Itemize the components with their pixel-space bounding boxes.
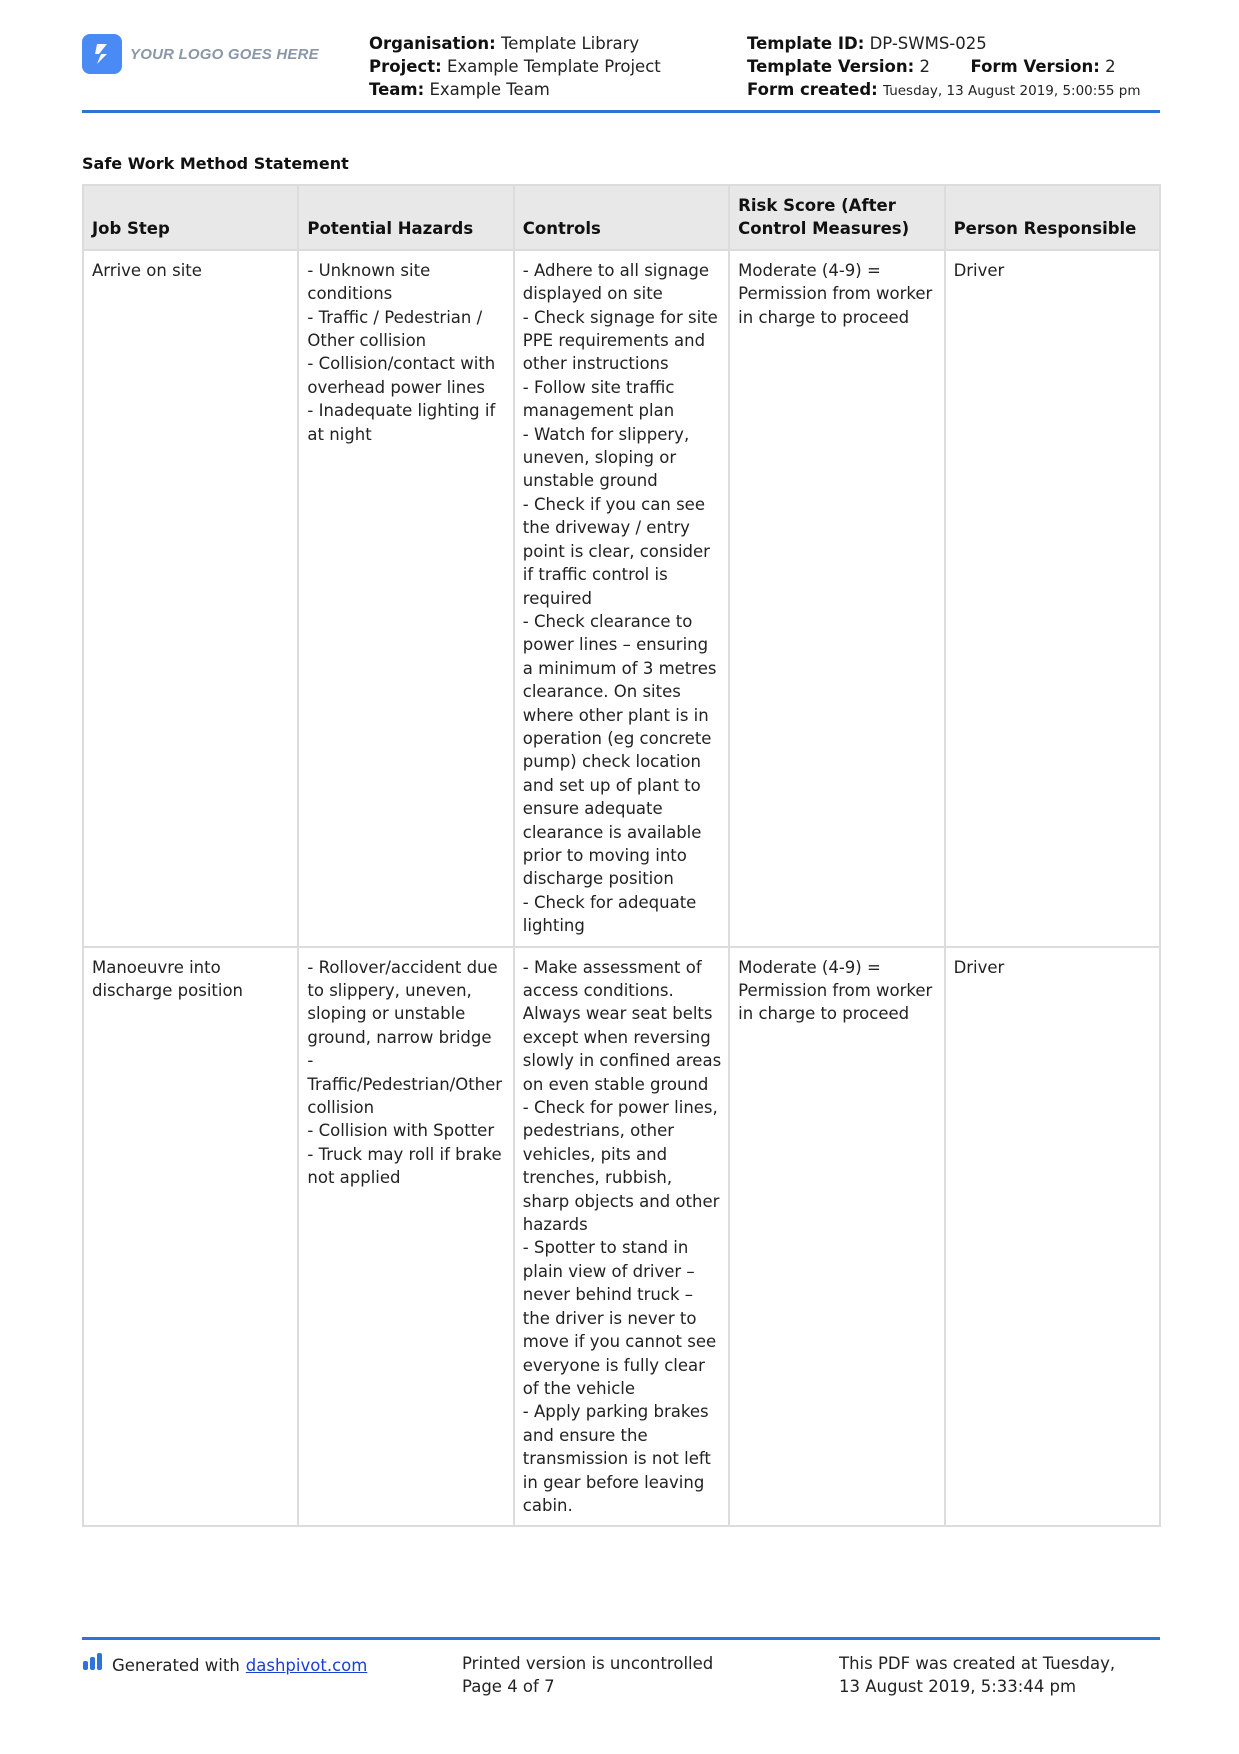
logo-text: YOUR LOGO GOES HERE: [130, 45, 319, 63]
version-line: [747, 55, 1167, 78]
header-divider: [82, 110, 1160, 113]
section-title: Safe Work Method Statement: [82, 154, 349, 173]
hazard-item: - Inadequate lighting if at night: [307, 401, 496, 444]
organisation-line: [369, 32, 709, 55]
person-responsible-cell: Driver: [945, 250, 1160, 947]
risk-score-cell: Moderate (4-9) = Permission from worker in charge to proceed: [729, 947, 944, 1527]
swms-table: [82, 184, 1161, 1527]
risk-score-cell: Moderate (4-9) = Permission from worker in charge to proceed: [729, 250, 944, 947]
form-created-line: [747, 78, 1167, 103]
template-version-value: 2: [919, 57, 930, 76]
control-item: - Spotter to stand in plain view of driver – never behind truck – the driver is never to move if you cannot see everyone is fully clear of the vehicle: [522, 1238, 717, 1398]
hazard-item: - Truck may roll if brake not applied: [307, 1144, 502, 1188]
control-item: - Watch for slippery, uneven, sloping or unstable ground: [522, 424, 690, 491]
header-project-info: [369, 32, 709, 101]
template-version-label: Template Version:: [747, 57, 915, 76]
hazard-item: - Rollover/accident due to slippery, uneven, sloping or unstable ground, narrow bridge: [307, 957, 498, 1047]
team-label: Team:: [369, 80, 425, 99]
form-version-label: Form Version:: [970, 57, 1100, 76]
column-header-person: Person Responsible: [945, 185, 1160, 250]
controls-cell: [514, 250, 729, 947]
project-label: Project:: [369, 57, 442, 76]
organisation-value: Template Library: [500, 34, 640, 53]
team-value: Example Team: [429, 80, 550, 99]
project-value: Example Template Project: [446, 57, 661, 76]
dashpivot-bars-icon: [82, 1652, 104, 1678]
control-item: - Check clearance to power lines – ensuring a minimum of 3 metres clearance. On sites where other plant is in operation (eg concrete pump) check location and set up of plant to ensure adequate clearance is available prior to moving into discharge position: [522, 611, 717, 889]
control-item: - Apply parking brakes and ensure the transmission is not left in gear before leaving cabin.: [522, 1402, 711, 1515]
generated-with: [82, 1652, 367, 1678]
control-item: - Check signage for site PPE requirements and other instructions: [522, 307, 718, 374]
hazard-item: - Unknown site conditions: [307, 260, 431, 304]
hazard-item: - Collision with Spotter: [307, 1121, 495, 1141]
control-item: - Check for adequate lighting: [522, 892, 697, 936]
uncontrolled-notice: Printed version is uncontrolled: [462, 1654, 714, 1673]
logo-mark-icon: [82, 34, 122, 74]
footer-divider: [82, 1637, 1160, 1640]
control-item: - Adhere to all signage displayed on site: [522, 260, 710, 304]
table-row: [83, 947, 1160, 1527]
page-number: Page 4 of 7: [462, 1677, 555, 1696]
team-line: [369, 78, 709, 101]
person-responsible-cell: Driver: [945, 947, 1160, 1527]
template-id-label: Template ID:: [747, 34, 865, 53]
hazards-cell: [298, 250, 513, 947]
job-step-cell: Arrive on site: [83, 250, 298, 947]
controls-cell: [514, 947, 729, 1527]
table-header-row: [83, 185, 1160, 250]
form-created-value: Tuesday, 13 August 2019, 5:00:55 pm: [883, 83, 1141, 99]
column-header-controls: Controls: [514, 185, 729, 250]
control-item: - Follow site traffic management plan: [522, 377, 675, 421]
organisation-label: Organisation:: [369, 34, 496, 53]
template-id-line: [747, 32, 1167, 55]
dashpivot-link[interactable]: dashpivot.com: [245, 1655, 368, 1675]
form-created-label: Form created:: [747, 80, 878, 99]
footer-print-info: [462, 1652, 762, 1698]
hazards-cell: [298, 947, 513, 1527]
job-step-cell: Manoeuvre into discharge position: [83, 947, 298, 1527]
column-header-risk-score: Risk Score (After Control Measures): [729, 185, 944, 250]
hazard-item: - Traffic / Pedestrian / Other collision: [307, 307, 483, 351]
header-template-info: [747, 32, 1167, 103]
project-line: [369, 55, 709, 78]
column-header-hazards: Potential Hazards: [298, 185, 513, 250]
pdf-created-at: This PDF was created at Tuesday, 13 August 2019, 5:33:44 pm: [839, 1654, 1116, 1696]
form-version-value: 2: [1105, 57, 1116, 76]
column-header-job-step: Job Step: [83, 185, 298, 250]
hazard-item: - Collision/contact with overhead power lines: [307, 354, 496, 397]
generated-label: Generated with: [112, 1655, 240, 1675]
control-item: - Check if you can see the driveway / entry point is clear, consider if traffic control is required: [522, 494, 710, 608]
hazard-item: - Traffic/Pedestrian/Other collision: [307, 1051, 503, 1118]
control-item: - Make assessment of access conditions. Always wear seat belts except when reversing slowly in confined areas on even stable ground: [522, 957, 722, 1094]
table-row: [83, 250, 1160, 947]
control-item: - Check for power lines, pedestrians, other vehicles, pits and trenches, rubbish, sharp objects and other hazards: [522, 1098, 720, 1235]
document-header: [82, 30, 1162, 110]
template-id-value: DP-SWMS-025: [869, 34, 987, 53]
company-logo: [82, 34, 319, 74]
